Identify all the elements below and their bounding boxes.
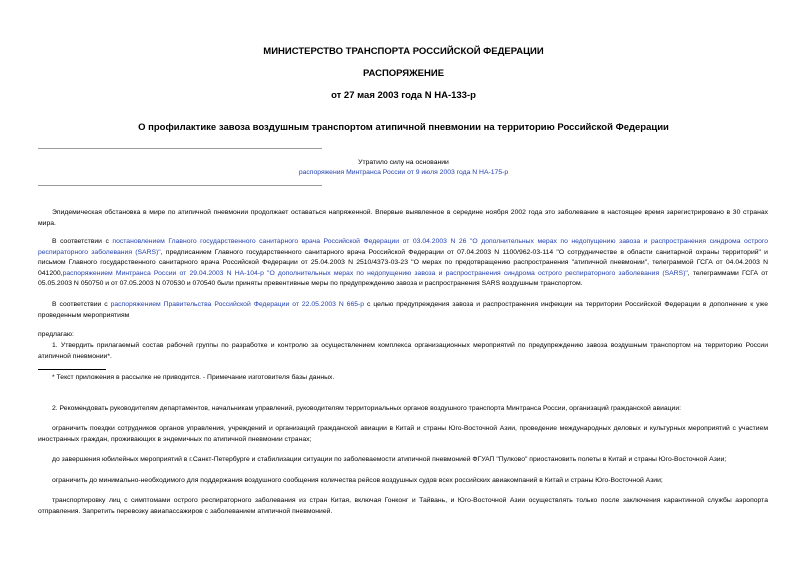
footnote: * Текст приложения в рассылке не приводится. - Примечание изготовителя базы данных. [52, 374, 335, 381]
paragraph-limit-flights: ограничить до минимально-необходимого для поддержания воздушного сообщения количества рейсов воздушных судов всех российских авиакомпаний в Китай и страны Юго-Восточной Азии; [52, 477, 663, 484]
paragraph-basis [38, 237, 768, 290]
government-order-link[interactable]: распоряжением Правительства Российской Федерации от 22.05.2003 N 665-р [110, 301, 365, 308]
ministry-heading: МИНИСТЕРСТВО ТРАНСПОРТА РОССИЙСКОЙ ФЕДЕРАЦИИ [263, 46, 544, 57]
document-title: О профилактике завоза воздушным транспортом атипичной пневмонии на территорию Российской Федерации [138, 122, 669, 133]
paragraph-text: , телеграммами ГСГА от 05.05.2003 N 050750 и от 07.05.2003 N 070530 и 070540 были приняты превентивные меры по предупреждению завоза и распространения SARS воздушным транспортом. [38, 269, 769, 287]
paragraph-restrict-trips: ограничить поездки сотрудников органов управления, учреждений и организаций гражданской авиации в Китай и страны Юго-Восточной Азии, проведение международных деловых и культурных мероприятий с участием иностранных граждан, проживающих в эндемичных по атипичной пневмонии странах; [38, 425, 768, 443]
paragraph-item-2: 2. Рекомендовать руководителям департаментов, начальникам управлений, руководителям территориальных органов воздушного транспорта Минтранса России, организаций гражданской авиации: [52, 405, 682, 412]
paragraph-epidemic: Эпидемическая обстановка в мире по атипичной пневмонии продолжает оставаться напряженной. Впервые выявленное в середине ноября 2002 года это заболевание в настоящее время зарегистрировано в 30 странах мира. [38, 209, 768, 227]
document-date-number: от 27 мая 2003 года N НА-133-р [331, 90, 476, 101]
order-link-na-104[interactable]: распоряжением Минтранса России от 29.04.2003 N НА-104-р "О дополнительных мерах по недопущению завоза и распространения синдрома острого респираторного заболевания (SARS)" [62, 269, 688, 277]
decree-link-26[interactable]: постановлением Главного государственного санитарного врача Российской Федерации от 03.04.2003 N 26 "О дополнительных мерах по недопущению завоза и распространения синдрома острого респираторного заболевания (SARS)" [38, 238, 768, 256]
paragraph-pulkovo: до завершения юбилейных мероприятий в г.Санкт-Петербурге и стабилизации ситуации по заболеваемости атипичной пневмонией ФГУАП "Пулково" приостановить полеты в Китай и страны Юго-Восточной Азии; [52, 456, 727, 463]
paragraph-text: В соответствии с [52, 301, 111, 308]
paragraph-text: с целью предупреждения завоза и распространения инфекции на территории Российской Федерации в дополнение к уже проведенным мероприятиям [38, 301, 768, 319]
document-type: РАСПОРЯЖЕНИЕ [362, 68, 445, 79]
paragraph-government-order [38, 300, 768, 321]
paragraph-transport: транспортировку лиц с симптомами острого респираторного заболевания из стран Китая, включая Гонконг и Тайвань, и Юго-Восточной Азии осуществлять только после заключения карантинной службы аэропорта отправления. Запретить перевозку авиапассажиров с заболеванием атипичной пневмонией. [38, 497, 768, 515]
paragraph-text: В соответствии с [52, 238, 113, 245]
paragraph-text: , предписанием Главного государственного санитарного врача Российской Федерации от 07.04.2003 N 1100/962-03-114 "О сотрудничестве в области санитарной охраны территорий" и письмом Главного государственного санитарного врача Российской Федерации от 25.04.2003 N 2510/4373-03-23 "О мерах по предотвращению распространения "атипичной пневмонии", телеграммой ГСГА от 04.04.2003 N 041200, [38, 248, 768, 277]
footnote-rule [38, 369, 106, 370]
status-note-link[interactable]: распоряжения Минтранса России от 9 июля 2003 года N НА-175-р [298, 169, 509, 176]
divider-bottom [38, 185, 322, 186]
paragraph-item-1: 1. Утвердить прилагаемый состав рабочей группы по разработке и контролю за осуществлением комплекса организационных мероприятий по предупреждению завоза воздушным транспортом на территорию России атипичной пневмонии*. [38, 342, 768, 360]
paragraph-propose: предлагаю: [38, 331, 74, 338]
status-note: Утратило силу на основании [358, 159, 449, 166]
divider-top [38, 148, 322, 149]
